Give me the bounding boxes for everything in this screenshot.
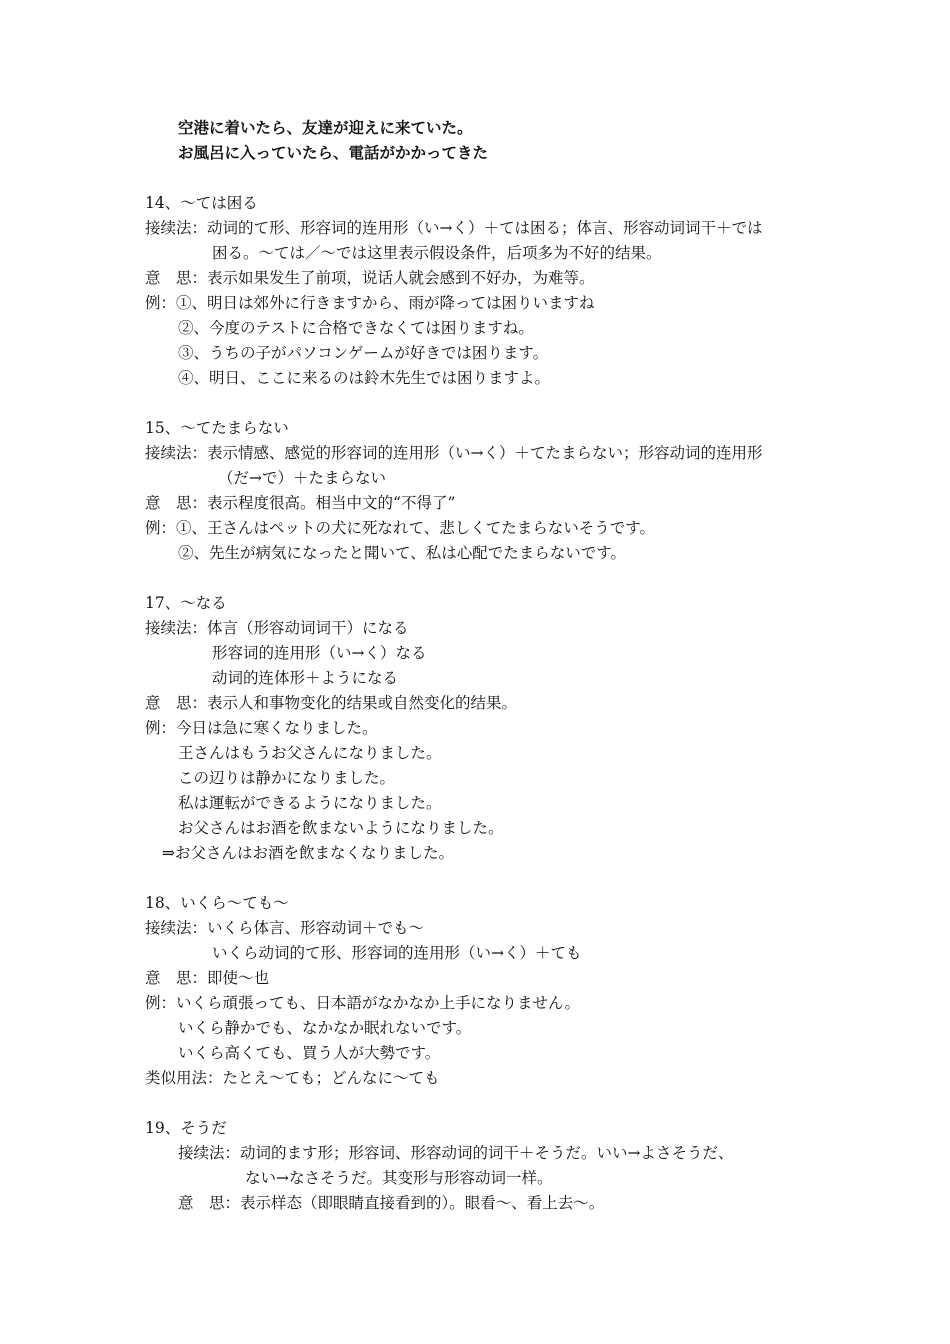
section-15-example-2: ②、先生が病気になったと聞いて、私は心配でたまらないです。 xyxy=(178,544,626,562)
meaning-text: 即使～也 xyxy=(207,969,270,987)
example-label: 例： xyxy=(145,294,177,312)
connection-text-1: 动词的て形、形容词的连用形（い→く）＋ては困る；体言、形容动词词干＋では xyxy=(207,219,763,237)
section-19-meaning xyxy=(178,1193,604,1213)
section-19-connection xyxy=(178,1143,734,1163)
section-14-example-2: ②、今度のテストに合格できなくては困りますね。 xyxy=(178,319,534,337)
section-17-connection xyxy=(145,618,409,638)
example-text: いくら頑張っても、日本語がなかなか上手になりません。 xyxy=(176,994,580,1012)
connection-label: 接续法： xyxy=(145,619,208,637)
section-14-meaning xyxy=(145,268,595,288)
example-text: 今日は急に寒くなりました。 xyxy=(176,719,378,737)
example-label: 例： xyxy=(145,519,177,537)
section-18-similar-usage: 类似用法：たとえ～ても；どんなに～ても xyxy=(145,1069,440,1087)
meaning-label: 意 思： xyxy=(145,694,208,712)
section-14-example-4: ④、明日、ここに来るのは鈴木先生では困りますよ。 xyxy=(178,369,551,387)
section-18-connection xyxy=(145,918,424,938)
meaning-label: 意 思： xyxy=(145,494,208,512)
section-17-example-6: ⇒お父さんはお酒を飲まなくなりました。 xyxy=(162,844,454,862)
section-18-title: 18、いくら～ても～ xyxy=(145,894,289,912)
meaning-text: 表示人和事物变化的结果或自然变化的结果。 xyxy=(207,694,518,712)
connection-text-1: いくら体言、形容动词＋でも～ xyxy=(207,919,425,937)
connection-label: 接续法： xyxy=(145,919,208,937)
section-17-connection-2: 形容词的连用形（い→く）なる xyxy=(212,644,427,662)
section-15-connection xyxy=(145,443,763,463)
connection-label: 接续法： xyxy=(145,444,208,462)
section-14-connection xyxy=(145,218,763,238)
meaning-text: 表示程度很高。相当中文的“不得了” xyxy=(207,494,456,512)
example-text: ①、明日は郊外に行きますから、雨が降っては困りいますね xyxy=(176,294,595,312)
section-18-meaning xyxy=(145,968,269,988)
connection-text-1: 表示情感、感觉的形容词的连用形（い→く）＋てたまらない；形容动词的连用形 xyxy=(207,444,763,462)
section-18-example-3: いくら高くても、買う人が大勢です。 xyxy=(178,1044,441,1062)
section-15-example-1 xyxy=(145,518,655,538)
section-17-meaning xyxy=(145,693,517,713)
meaning-label: 意 思： xyxy=(145,269,208,287)
meaning-label: 意 思： xyxy=(145,969,208,987)
connection-text-1: 体言（形容动词词干）になる xyxy=(207,619,409,637)
example-label: 例： xyxy=(145,994,177,1012)
section-17-example-3: この辺りは静かになりました。 xyxy=(178,769,396,787)
section-18-connection-2: いくら动词的て形、形容词的连用形（い→く）＋ても xyxy=(212,944,582,962)
section-18-example-2: いくら静かでも、なかなか眠れないです。 xyxy=(178,1019,472,1037)
meaning-text: 表示如果发生了前项，说话人就会感到不好办，为难等。 xyxy=(207,269,595,287)
section-17-example-2: 王さんはもうお父さんになりました。 xyxy=(178,744,442,762)
intro-example-2: お風呂に入っていたら、電話がかかってきた xyxy=(178,144,489,162)
meaning-label: 意 思： xyxy=(178,1194,241,1212)
section-14-example-3: ③、うちの子がパソコンゲームが好きでは困ります。 xyxy=(178,344,549,362)
section-14-title: 14、～ては困る xyxy=(145,194,258,212)
connection-text-1: 动词的ます形；形容词、形容动词的词干＋そうだ。いい→よさそうだ、 xyxy=(240,1144,734,1162)
connection-label: 接续法： xyxy=(178,1144,241,1162)
example-text: ①、王さんはペットの犬に死なれて、悲しくてたまらないそうです。 xyxy=(176,519,655,537)
section-14-connection-2: 困る。～ては／～では这里表示假设条件，后项多为不好的结果。 xyxy=(212,244,662,262)
section-17-example-4: 私は運転ができるようになりました。 xyxy=(178,794,442,812)
example-label: 例： xyxy=(145,719,177,737)
section-19-title: 19、そうだ xyxy=(145,1119,227,1137)
connection-label: 接续法： xyxy=(145,219,208,237)
section-15-title: 15、～てたまらない xyxy=(145,419,289,437)
section-17-title: 17、～なる xyxy=(145,594,227,612)
intro-example-1: 空港に着いたら、友達が迎えに来ていた。 xyxy=(178,119,473,137)
section-14-example-1 xyxy=(145,293,595,313)
section-17-connection-3: 动词的连体形＋ようになる xyxy=(212,669,399,687)
section-19-connection-2: ない→なさそうだ。其变形与形容动词一样。 xyxy=(245,1169,553,1187)
meaning-text: 表示样态（即眼睛直接看到的）。眼看～、看上去～。 xyxy=(240,1194,605,1212)
section-17-example-5: お父さんはお酒を飲まないようになりました。 xyxy=(178,819,504,837)
section-18-example-1 xyxy=(145,993,580,1013)
section-17-example-1 xyxy=(145,718,378,738)
section-15-meaning xyxy=(145,493,455,513)
section-15-connection-2: （だ→で）＋たまらない xyxy=(218,469,386,487)
